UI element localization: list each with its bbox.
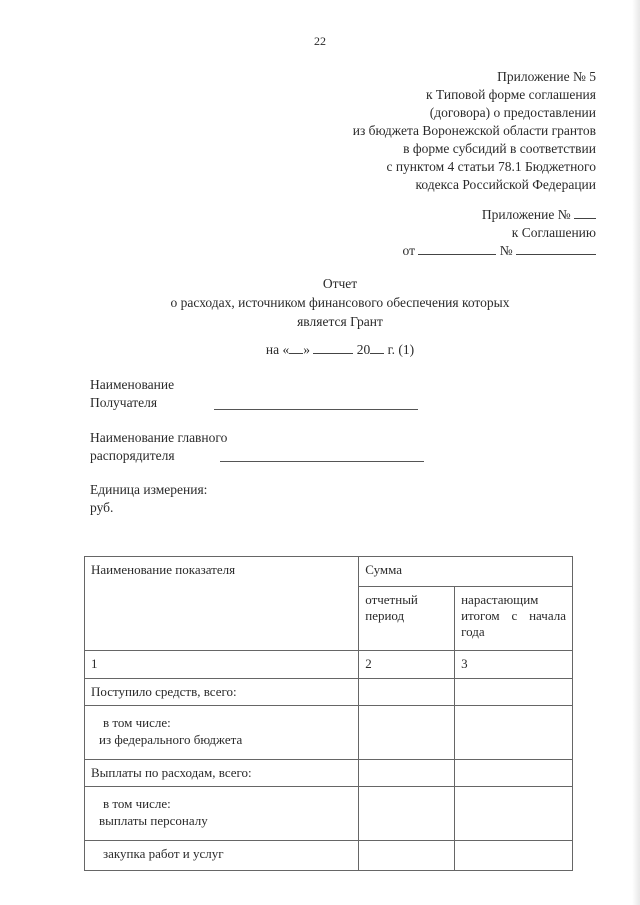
from-label: от <box>402 243 415 258</box>
blank-line <box>370 352 384 354</box>
manager-input-line <box>220 461 424 462</box>
recipient-input-line <box>214 409 418 410</box>
cell-value <box>455 679 573 706</box>
cell-value <box>359 706 455 760</box>
row-label-line: в том числе: <box>103 715 171 730</box>
date-century: 20 <box>356 342 371 357</box>
table-number-row <box>85 651 573 679</box>
row-label-line: выплаты персоналу <box>99 813 208 828</box>
blank-line <box>574 217 596 219</box>
col-number: 2 <box>359 651 455 679</box>
table-row <box>85 841 573 871</box>
blank-line <box>313 352 353 354</box>
date-suffix: г. (1) <box>387 342 415 357</box>
row-label <box>85 787 359 841</box>
header-indicator: Наименование показателя <box>85 557 359 651</box>
date-quote: » <box>303 342 310 357</box>
report-date-line <box>0 342 640 358</box>
recipient-label-line: Получателя <box>90 395 158 410</box>
recipient-label-line: Наименование <box>90 377 175 392</box>
number-label: № <box>499 243 513 258</box>
agreement-label: к Соглашению <box>511 225 596 240</box>
cell-value <box>359 760 455 787</box>
header-period: отчетный период <box>359 587 455 651</box>
cell-value <box>359 787 455 841</box>
blank-line <box>516 253 596 255</box>
table-row <box>85 760 573 787</box>
page-number: 22 <box>314 34 326 48</box>
col-number: 1 <box>85 651 359 679</box>
appendix-header-line: из бюджета Воронежской области грантов <box>352 123 596 138</box>
blank-line <box>418 253 496 255</box>
appendix-header-line: к Типовой форме соглашения <box>426 87 596 102</box>
row-label-line: в том числе: <box>103 796 171 811</box>
report-title-line: о расходах, источником финансового обеспечения которых <box>170 295 510 310</box>
header-cumulative: нарастающим итогом с начала года <box>455 587 573 651</box>
cell-value <box>359 679 455 706</box>
row-label <box>85 679 359 706</box>
table-header-row <box>85 557 573 587</box>
report-title <box>0 274 640 331</box>
row-label-line: Поступило средств, всего: <box>91 684 237 699</box>
unit-label: Единица измерения: <box>90 482 208 497</box>
table-row <box>85 787 573 841</box>
page-edge-shadow <box>632 0 640 905</box>
table-row <box>85 679 573 706</box>
cell-value <box>455 787 573 841</box>
agreement-appendix <box>403 206 597 260</box>
cell-value <box>455 760 573 787</box>
manager-label-line: Наименование главного <box>90 430 228 445</box>
report-table <box>84 556 573 871</box>
report-title-line: Отчет <box>322 276 358 291</box>
agreement-appendix-number-label: Приложение № <box>481 207 571 222</box>
appendix-header <box>353 68 596 194</box>
row-label <box>85 706 359 760</box>
manager-field <box>90 429 227 465</box>
appendix-header-line: кодекса Российской Федерации <box>415 177 596 192</box>
recipient-field <box>90 376 174 412</box>
row-label-line: из федерального бюджета <box>99 732 243 747</box>
appendix-header-line: с пунктом 4 статьи 78.1 Бюджетного <box>386 159 596 174</box>
report-title-line: является Грант <box>297 314 383 329</box>
row-label-line: Выплаты по расходам, всего: <box>91 765 252 780</box>
row-label-line: закупка работ и услуг <box>103 846 224 861</box>
appendix-header-line: Приложение № 5 <box>497 69 596 84</box>
header-sum: Сумма <box>359 557 573 587</box>
col-number: 3 <box>455 651 573 679</box>
appendix-header-line: (договора) о предоставлении <box>429 105 596 120</box>
unit-field <box>90 481 207 517</box>
row-label <box>85 841 359 871</box>
cell-value <box>455 706 573 760</box>
table-row <box>85 706 573 760</box>
row-label <box>85 760 359 787</box>
cell-value <box>359 841 455 871</box>
blank-line <box>289 352 303 354</box>
date-prefix: на « <box>265 342 290 357</box>
cell-value <box>455 841 573 871</box>
appendix-header-line: в форме субсидий в соответствии <box>403 141 596 156</box>
unit-value: руб. <box>90 500 114 515</box>
manager-label-line: распорядителя <box>90 448 175 463</box>
